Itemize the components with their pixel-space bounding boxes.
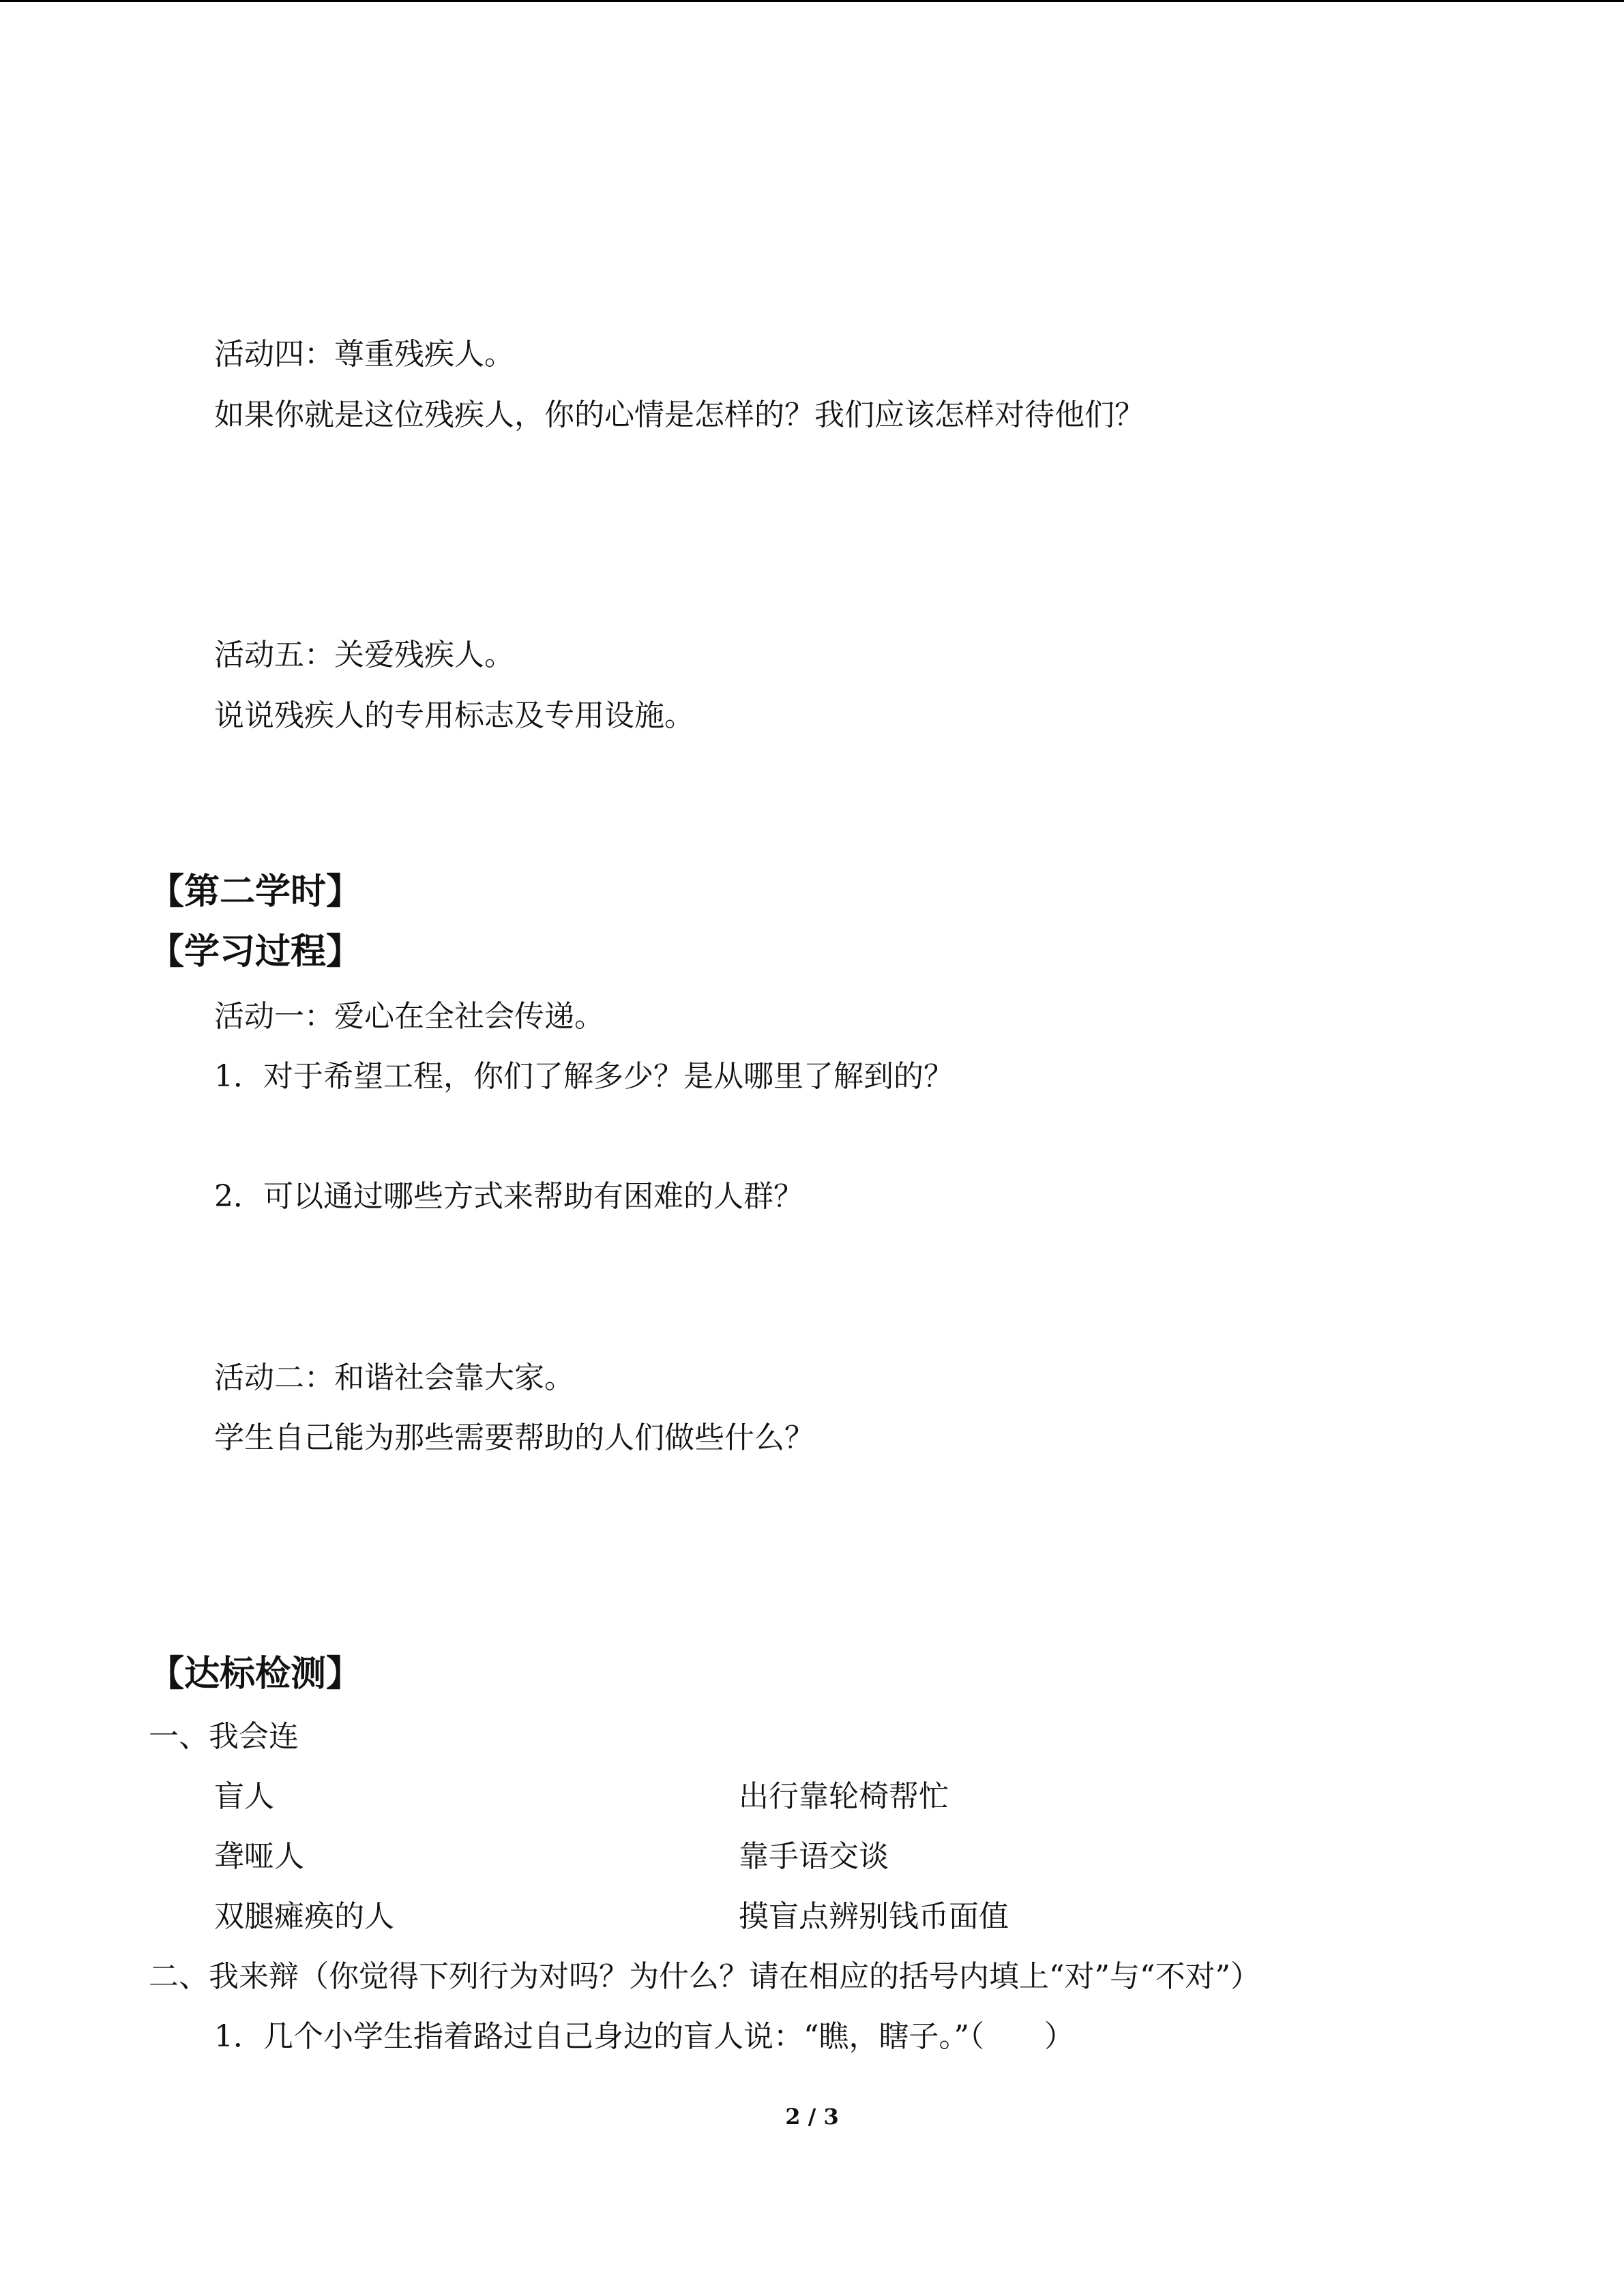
match-left-item: 双腿瘫痪的人 [214, 1899, 394, 1934]
activity5-title: 活动五：关爱残疾人。 [214, 638, 514, 672]
activity1-question-2: 2．可以通过哪些方式来帮助有困难的人群？ [214, 1179, 803, 1214]
activity5-question: 说说残疾人的专用标志及专用设施。 [214, 698, 694, 733]
match-right-item: 靠手语交谈 [739, 1839, 889, 1874]
page-number: 2 / 3 [785, 2104, 839, 2130]
activity4-question: 如果你就是这位残疾人，你的心情是怎样的？我们应该怎样对待他们？ [214, 398, 1145, 432]
activity1-title: 活动一：爱心在全社会传递。 [214, 999, 604, 1034]
second-period-heading: 【第二学时】 [149, 871, 362, 912]
activity2-question: 学生自己能为那些需要帮助的人们做些什么？ [214, 1420, 814, 1455]
part2-title: 二、我来辩（你觉得下列行为对吗？为什么？请在相应的括号内填上“对”与“不对”） [149, 1959, 1260, 1994]
match-right-item: 出行靠轮椅帮忙 [739, 1779, 949, 1814]
activity2-title: 活动二：和谐社会靠大家。 [214, 1360, 574, 1395]
part2-question-1: 1．几个小学生指着路过自己身边的盲人说：“瞧，瞎子。”（ ） [214, 2019, 1074, 2054]
top-border-line [0, 0, 1624, 2]
learning-process-heading: 【学习过程】 [149, 931, 362, 972]
match-left-item: 聋哑人 [214, 1839, 304, 1874]
match-right-item: 摸盲点辨别钱币面值 [739, 1899, 1009, 1934]
activity1-question-1: 1．对于希望工程，你们了解多少？是从哪里了解到的？ [214, 1059, 954, 1094]
activity4-title: 活动四：尊重残疾人。 [214, 337, 514, 372]
match-left-item: 盲人 [214, 1779, 274, 1814]
assessment-heading: 【达标检测】 [149, 1653, 362, 1695]
part1-title: 一、我会连 [149, 1719, 299, 1754]
